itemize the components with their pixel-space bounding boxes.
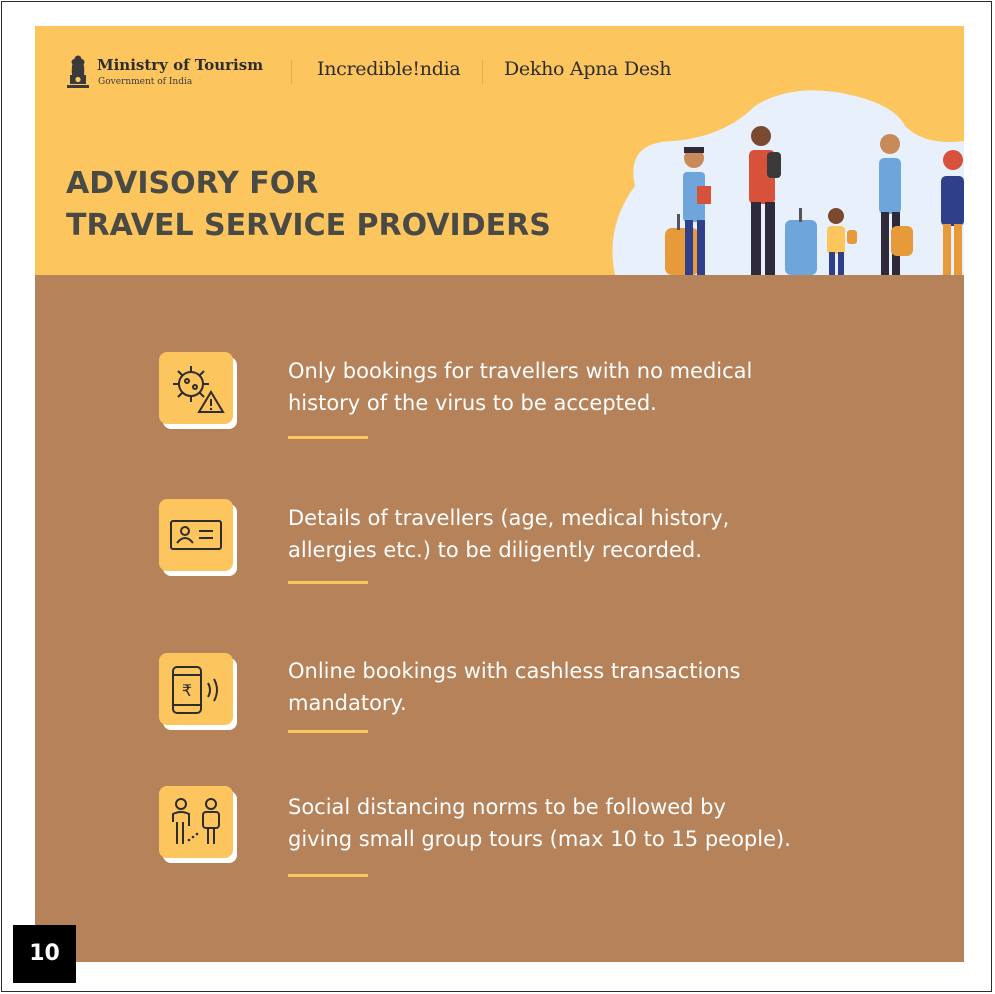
advisory-underline — [288, 874, 368, 877]
title-line-2: TRAVEL SERVICE PROVIDERS — [66, 208, 551, 243]
advisory-text: Online bookings with cashless transactions mandatory. — [288, 659, 741, 715]
social-distancing-icon — [159, 786, 237, 863]
page-title — [66, 163, 551, 247]
advisory-underline — [288, 730, 368, 733]
id-card-icon — [159, 499, 237, 576]
title-line-1: ADVISORY FOR — [66, 166, 319, 201]
page-number-badge: 10 — [13, 925, 76, 983]
header-divider — [482, 60, 483, 84]
advisory-underline — [288, 436, 368, 439]
dekho-apna-desh-logo: Dekho Apna Desh — [504, 58, 672, 80]
advisory-text: Social distancing norms to be followed by giving small group tours (max 10 to 15 people). — [288, 795, 791, 851]
ministry-title: Ministry of Tourism — [97, 56, 264, 74]
svg-text:₹: ₹ — [181, 681, 193, 700]
advisory-card — [35, 26, 964, 962]
national-emblem-icon — [65, 51, 91, 91]
advisory-underline — [288, 581, 368, 584]
advisory-text: Only bookings for travellers with no medical history of the virus to be accepted. — [288, 359, 753, 415]
cashless-phone-icon — [159, 653, 237, 730]
advisory-list — [35, 275, 964, 962]
travellers-illustration — [595, 86, 964, 275]
virus-warning-icon — [159, 352, 237, 429]
advisory-text: Details of travellers (age, medical history, allergies etc.) to be diligently recorded. — [288, 506, 730, 562]
header-banner — [35, 26, 964, 275]
incredible-india-logo: Incredible!ndia — [317, 58, 461, 80]
ministry-subtitle: Government of India — [98, 77, 193, 87]
header-divider — [291, 60, 292, 84]
